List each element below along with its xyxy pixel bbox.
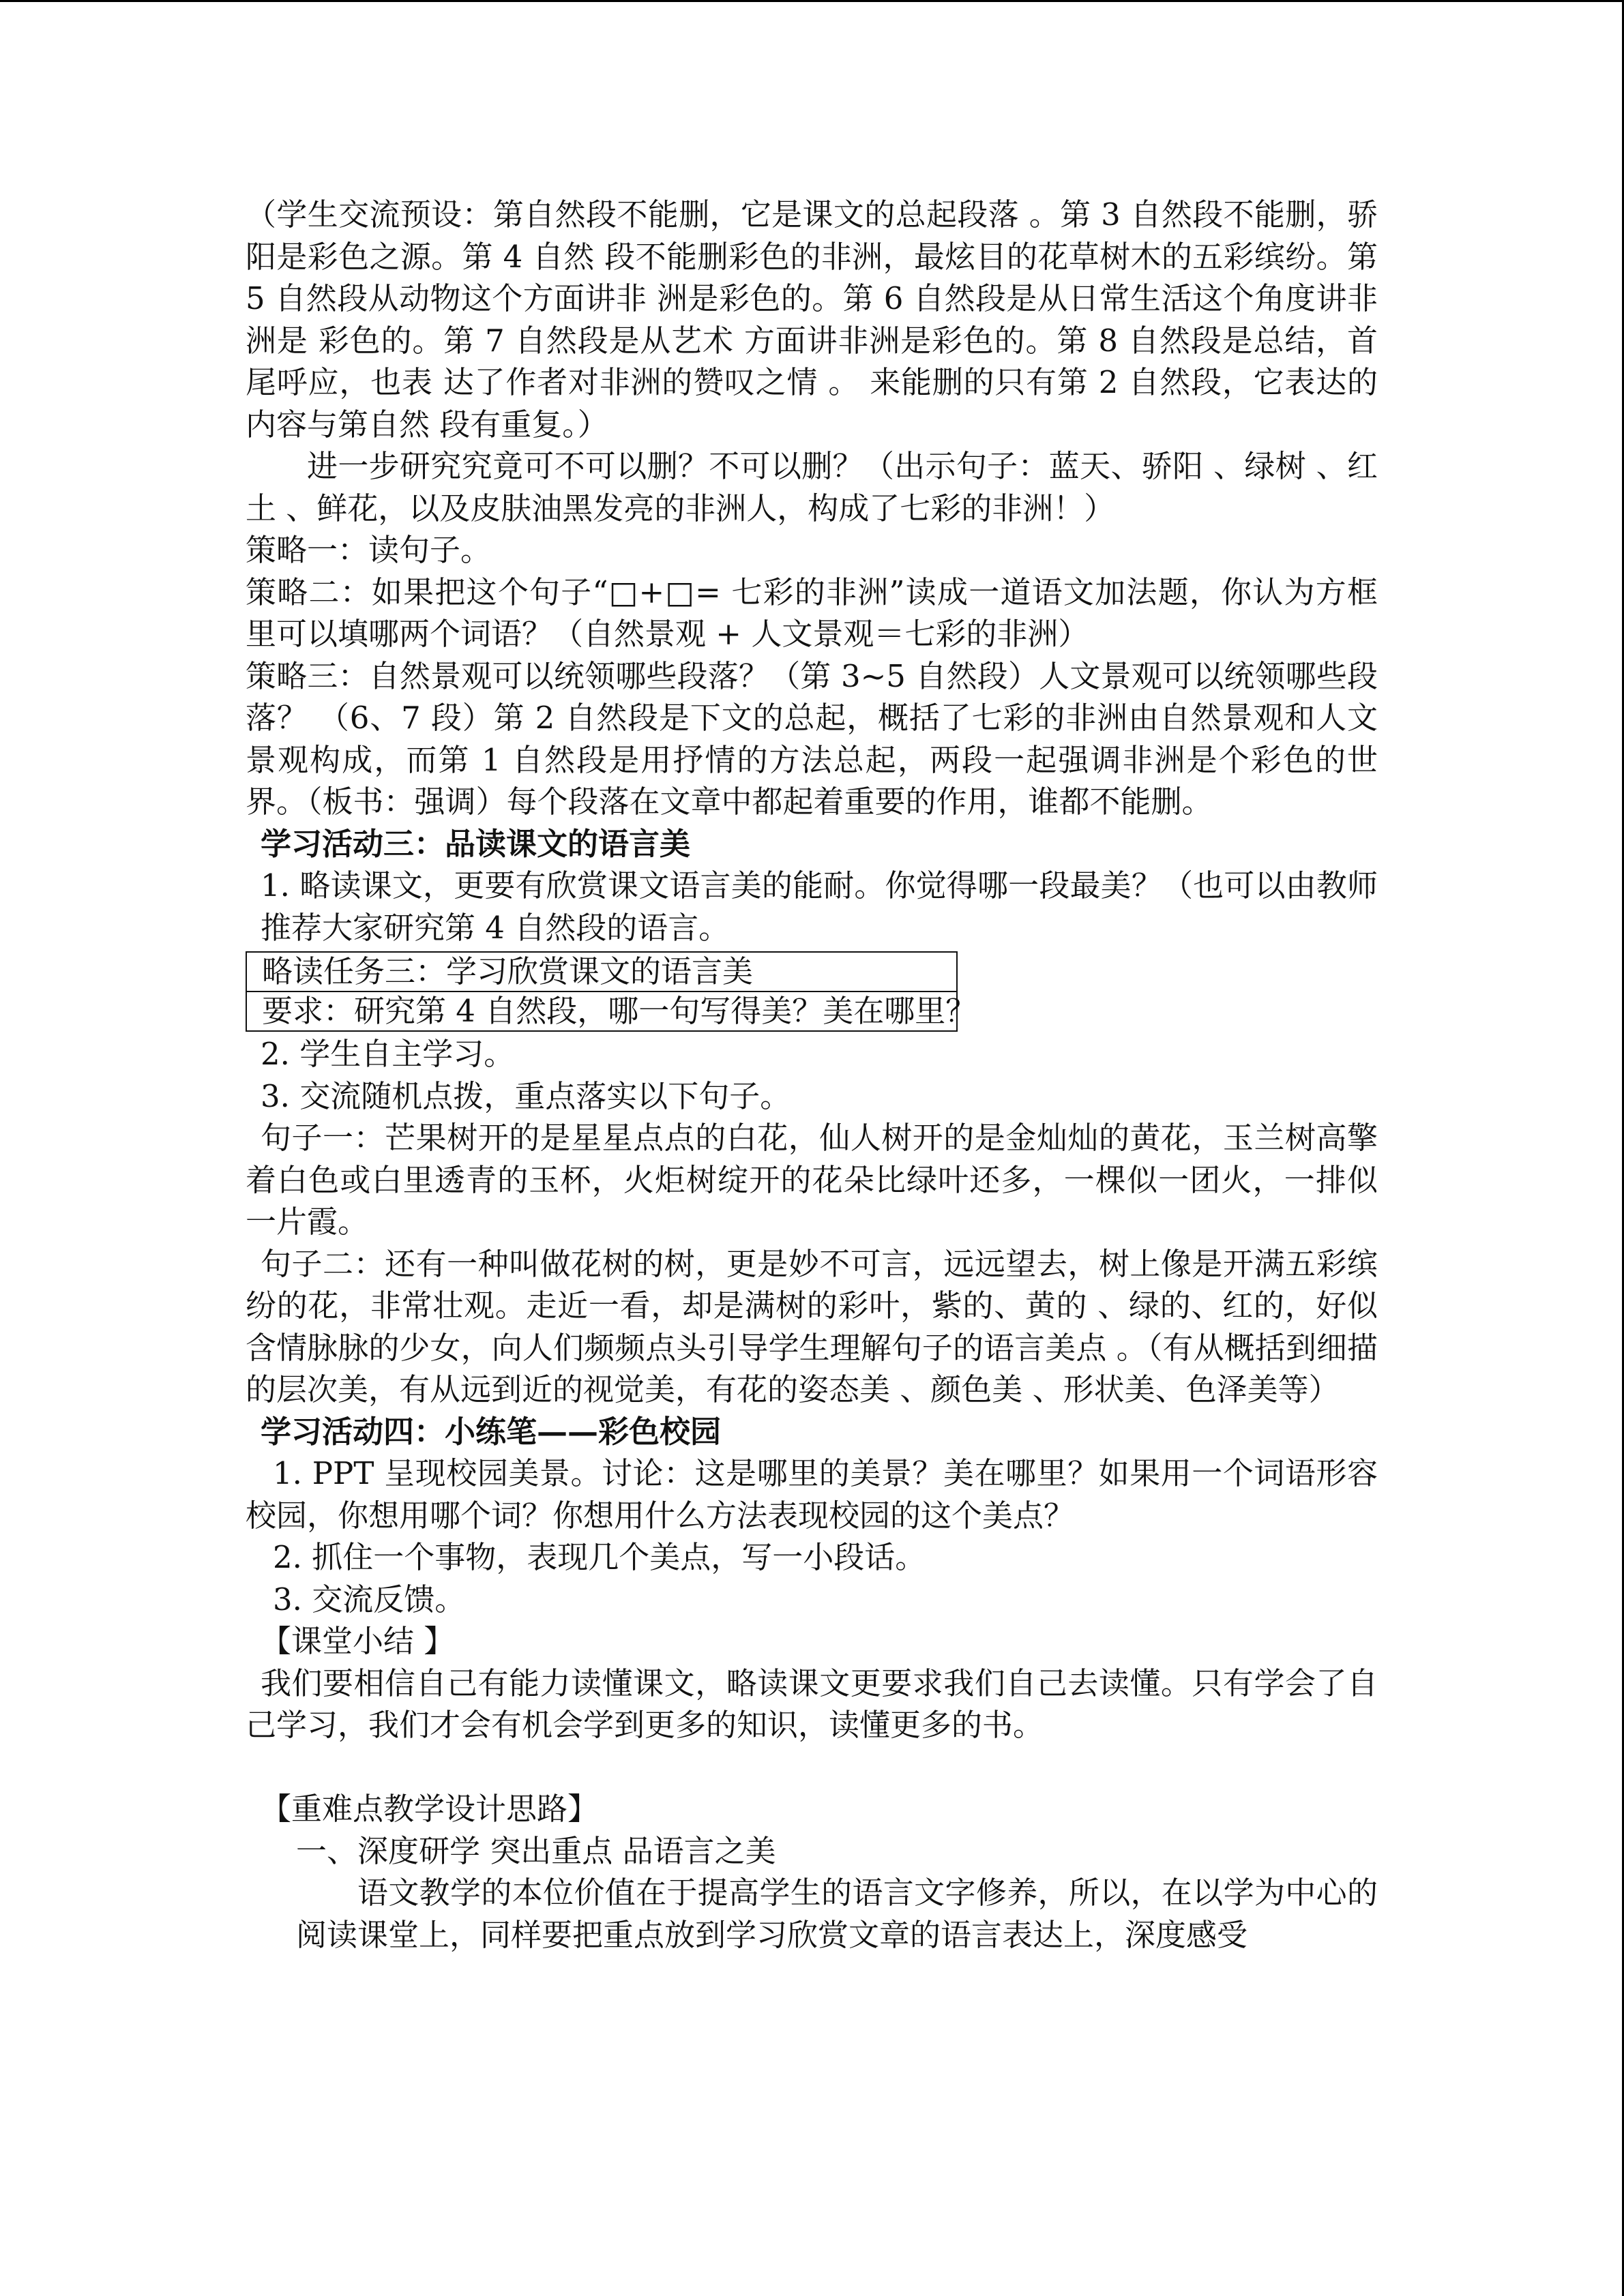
spacer [246, 1746, 1378, 1789]
page-top-border [0, 0, 1624, 2]
paragraph-feedback: 3. 交流反馈。 [273, 1581, 466, 1617]
heading-design-ideas: 【重难点教学设计思路】 [261, 1791, 599, 1827]
paragraph-sentence-1: 句子一：芒果树开的是星星点点的白花，仙人树开的是金灿灿的黄花，玉兰树高擎着白色或白里透青的玉杯，火炬树绽开的花朵比绿叶还多，一棵似一团火，一排似一片霞。 [246, 1120, 1378, 1240]
paragraph-class-summary: 我们要相信自己有能力读懂课文，略读课文更要求我们自己去读懂。只有学会了自己学习，我们才会有机会学到更多的知识，读懂更多的书。 [246, 1665, 1378, 1743]
task-box-title: 略读任务三：学习欣赏课文的语言美 [246, 951, 958, 992]
paragraph-skim-text [246, 865, 1378, 949]
paragraph-section-1-body: 语文教学的本位价值在于提高学生的语言文字修养，所以，在以学为中心的阅读课堂上，同样要把重点放到学习欣赏文章的语言表达上，深度感受 [296, 1875, 1378, 1953]
document-body [246, 194, 1378, 1956]
paragraph-write-short: 2. 抓住一个事物，表现几个美点，写一小段话。 [273, 1539, 926, 1575]
paragraph-further-study: 进一步研究究竟可不可以删？不可以删？（出示句子：蓝天、骄阳 、绿树 、红土 、鲜花，以及皮肤油黑发亮的非洲人，构成了七彩的非洲！） [246, 448, 1378, 526]
heading-activity-4: 学习活动四：小练笔——彩色校园 [261, 1413, 722, 1450]
heading-class-summary: 【课堂小结 】 [261, 1623, 455, 1659]
paragraph-self-study: 2. 学生自主学习。 [261, 1036, 515, 1072]
task-box [246, 951, 977, 1032]
paragraph-strategy-3: 策略三：自然景观可以统领哪些段落？（第 3~5 自然段）人文景观可以统领哪些段落？ （6、7 段）第 2 自然段是下文的总起，概括了七彩的非洲由自然景观和人文景观构成，而第 1 自然段是用抒情的方法总起，两段一起强调非洲是个彩色的世界。（板书：强调）每个段落在文章中都起着重要的作用，谁都不能删。 [246, 657, 1378, 820]
paragraph-section-1-title: 一、深度研学 突出重点 品语言之美 [296, 1832, 776, 1869]
paragraph-strategy-1: 策略一：读句子。 [246, 532, 492, 568]
paragraph-discussion-focus: 3. 交流随机点拨，重点落实以下句子。 [261, 1077, 791, 1114]
paragraph-sentence-2: 句子二：还有一种叫做花树的树，更是妙不可言，远远望去，树上像是开满五彩缤纷的花，非常壮观。走近一看，却是满树的彩叶，紫的、黄的 、绿的、红的，好似含情脉脉的少女，向人们频频点头引导学生理解句子的语言美点 。（有从概括到细描的层次美，有从远到近的视觉美，有花的姿态美 、颜色美 、形状美、色泽美等） [246, 1245, 1378, 1407]
heading-activity-3: 学习活动三：品读课文的语言美 [261, 825, 691, 862]
paragraph-student-discussion: （学生交流预设：第自然段不能删，它是课文的总起段落 。第 3 自然段不能删，骄阳是彩色之源。第 4 自然 段不能删彩色的非洲，最炫目的花草树木的五彩缤纷。第 5 自然段从动物这个方面讲非 洲是彩色的。第 6 自然段是从日常生活这个角度讲非洲是 彩色的。第 7 自然段是从艺术 方面讲非洲是彩色的。第 8 自然段是总结，首尾呼应，也表 达了作者对非洲的赞叹之情 。 来能删的只有第 2 自然段，它表达的内容与第自然 段有重复。） [246, 196, 1378, 443]
paragraph-skim-text-content: 1. 略读课文，更要有欣赏课文语言美的能耐。你觉得哪一段最美？（也可以由教师推荐大家研究第 4 自然段的语言。 [261, 867, 1378, 946]
paragraph-ppt-campus: 1. PPT 呈现校园美景。讨论：这是哪里的美景？美在哪里？如果用一个词语形容校园，你想用哪个词？你想用什么方法表现校园的这个美点？ [246, 1455, 1378, 1534]
paragraph-strategy-2: 策略二：如果把这个句子“□+□= 七彩的非洲”读成一道语文加法题，你认为方框里可以填哪两个词语？（自然景观 + 人文景观＝七彩的非洲） [246, 573, 1378, 652]
task-box-requirement: 要求：研究第 4 自然段，哪一句写得美？美在哪里？ [246, 992, 958, 1032]
